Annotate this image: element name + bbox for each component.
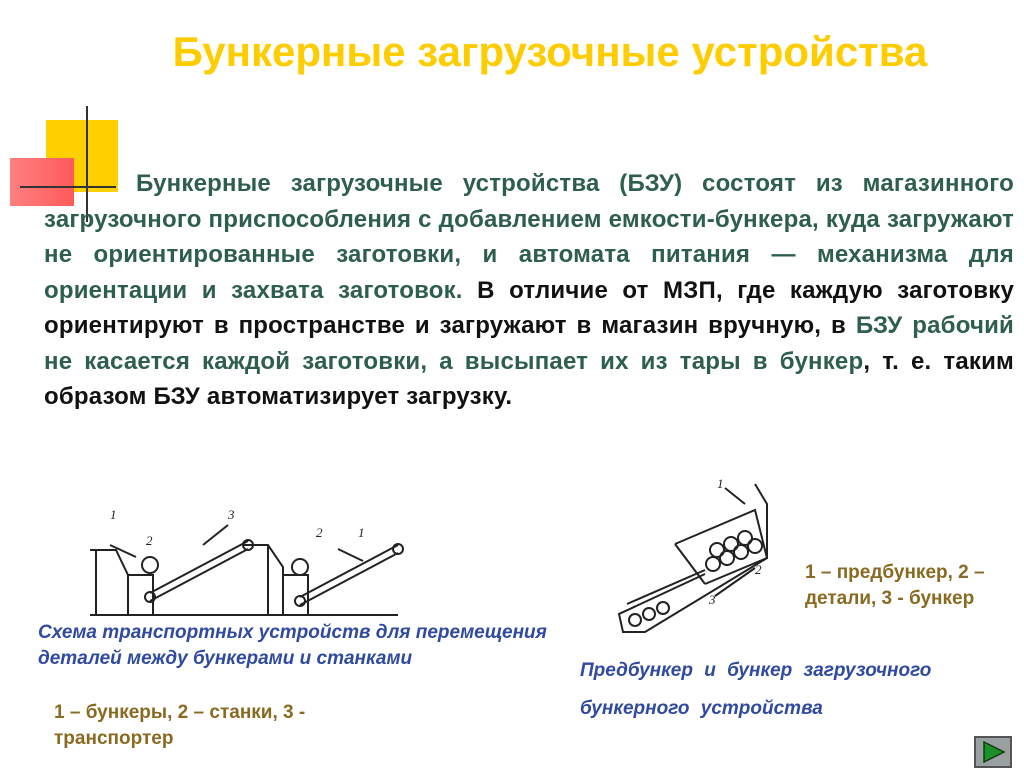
left-figure-caption: Схема транспортных устройств для перемещения деталей между бункерами и станками: [38, 622, 547, 669]
transport-scheme-figure: [88, 505, 418, 625]
left-figure-legend: 1 – бункеры, 2 – станки, 3 - транспортер: [54, 702, 306, 749]
prehopper-figure: [605, 474, 785, 640]
paragraph-part-1: Бункерные загрузочные устройства (БЗУ) состоят из магазинного загрузочного приспособления с добавлением емкости-бункера, куда загружают не ориентированные заготовки, и автомата питания — механизма для ориентации и захвата заготовок.: [44, 170, 1014, 304]
play-arrow-icon: [976, 738, 1010, 766]
left-figure-label-2b: 2: [146, 533, 153, 548]
right-figure-label-3: 3: [709, 592, 716, 607]
left-figure-label-3: 3: [228, 507, 235, 522]
right-figure-legend: 1 – предбункер, 2 – детали, 3 - бункер: [805, 562, 985, 609]
right-figure-label-1: 1: [717, 476, 724, 491]
main-paragraph: [44, 166, 1014, 415]
paragraph-part-3: БЗУ рабочий не касается каждой заготовки, а высыпает их из тары в бункер: [44, 312, 1014, 375]
paragraph-part-2: В отличие от МЗП, где каждую заготовку ориентируют в пространстве и загружают в магазин вручную, в: [44, 276, 1014, 339]
right-figure-caption: Предбункер и бункер загрузочного бункерного устройства: [580, 660, 932, 719]
right-figure-label-2: 2: [755, 562, 762, 577]
slide-title: Бункерные загрузочные устройства: [172, 28, 928, 75]
left-figure-label-1b: 1: [358, 525, 365, 540]
left-figure-label-2: 2: [316, 525, 323, 540]
paragraph-part-4: , т. е. таким образом БЗУ автоматизирует загрузку.: [44, 347, 1014, 410]
left-figure-label-1: 1: [110, 507, 117, 522]
next-slide-button[interactable]: [974, 736, 1012, 768]
